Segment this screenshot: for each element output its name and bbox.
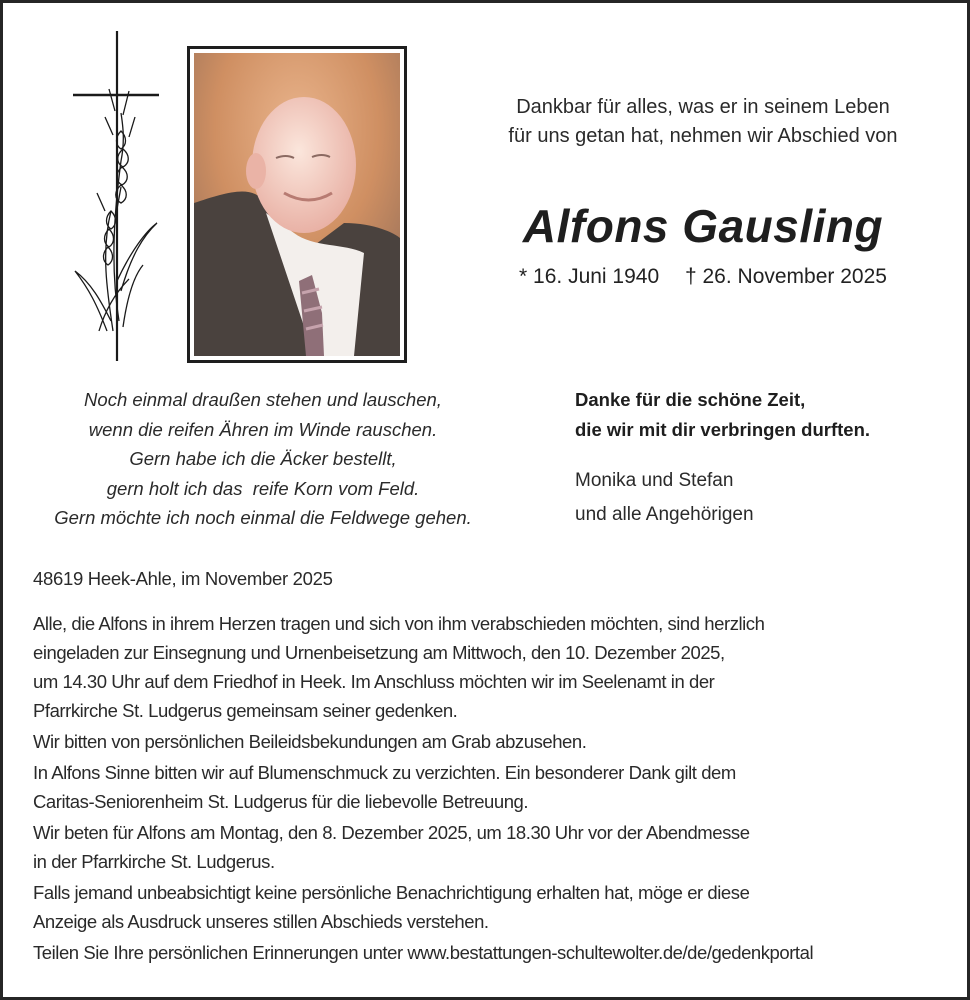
poem-line: Gern habe ich die Äcker bestellt, <box>129 448 397 469</box>
text-line: um 14.30 Uhr auf dem Friedhof in Heek. Im Anschluss möchten wir im Seelenamt in der <box>33 671 715 692</box>
paragraph-condolences <box>33 727 953 756</box>
thanks-line: die wir mit dir verbringen durften. <box>575 418 871 440</box>
paragraph-ceremony <box>33 609 953 725</box>
text-line: In Alfons Sinne bitten wir auf Blumenschmuck zu verzichten. Ein besonderer Dank gilt dem <box>33 762 736 783</box>
paragraph-flowers <box>33 758 953 816</box>
intro-text <box>463 93 943 151</box>
thanks-text <box>575 385 955 444</box>
text-line: Falls jemand unbeabsichtigt keine persönliche Benachrichtigung erhalten hat, möge er diese <box>33 882 750 903</box>
family-line: und alle Angehörigen <box>575 504 754 525</box>
poem-line: Noch einmal draußen stehen und lauschen, <box>84 389 442 410</box>
life-dates <box>463 265 943 289</box>
poem-line: gern holt ich das reife Korn vom Feld. <box>106 477 420 499</box>
text-line: Pfarrkirche St. Ludgerus gemeinsam seiner gedenken. <box>33 700 458 721</box>
portrait-frame <box>187 46 407 363</box>
poem-line: wenn die reifen Ähren im Winde rauschen. <box>88 418 438 440</box>
thanks-line: Danke für die schöne Zeit, <box>575 389 806 410</box>
portrait-photo <box>194 53 400 356</box>
paragraph-memorial-portal <box>33 938 953 967</box>
paragraph-notification <box>33 878 953 936</box>
cross-with-wheat-icon <box>71 31 163 363</box>
announcement-body <box>33 609 953 969</box>
deceased-name: Alfons Gausling <box>522 200 884 252</box>
family-signature <box>575 464 955 532</box>
text-line: in der Pfarrkirche St. Ludgerus. <box>33 851 275 872</box>
family-line: Monika und Stefan <box>575 470 734 491</box>
poem <box>23 385 503 533</box>
memorial-portal-text: Teilen Sie Ihre persönlichen Erinnerungen unter www.bestattungen-schultewolter.de/de/gedenkportal <box>33 942 814 963</box>
place-date: 48619 Heek-Ahle, im November 2025 <box>33 568 333 589</box>
poem-line: Gern möchte ich noch einmal die Feldwege gehen. <box>54 507 472 528</box>
intro-line: für uns getan hat, nehmen wir Abschied von <box>508 125 898 147</box>
text-line: Anzeige als Ausdruck unseres stillen Abschieds verstehen. <box>33 911 489 932</box>
text-line: Wir bitten von persönlichen Beileidsbekundungen am Grab abzusehen. <box>33 731 587 752</box>
text-line: Wir beten für Alfons am Montag, den 8. Dezember 2025, um 18.30 Uhr vor der Abendmesse <box>33 822 750 843</box>
birth-date: * 16. Juni 1940 <box>519 265 660 288</box>
paragraph-prayer <box>33 818 953 876</box>
text-line: Alle, die Alfons in ihrem Herzen tragen und sich von ihm verabschieden möchten, sind herzlich <box>33 613 765 634</box>
text-line: eingeladen zur Einsegnung und Urnenbeisetzung am Mittwoch, den 10. Dezember 2025, <box>33 642 725 663</box>
text-line: Caritas-Seniorenheim St. Ludgerus für die liebevolle Betreuung. <box>33 791 529 812</box>
intro-line: Dankbar für alles, was er in seinem Leben <box>516 96 890 118</box>
death-date: † 26. November 2025 <box>684 265 887 288</box>
